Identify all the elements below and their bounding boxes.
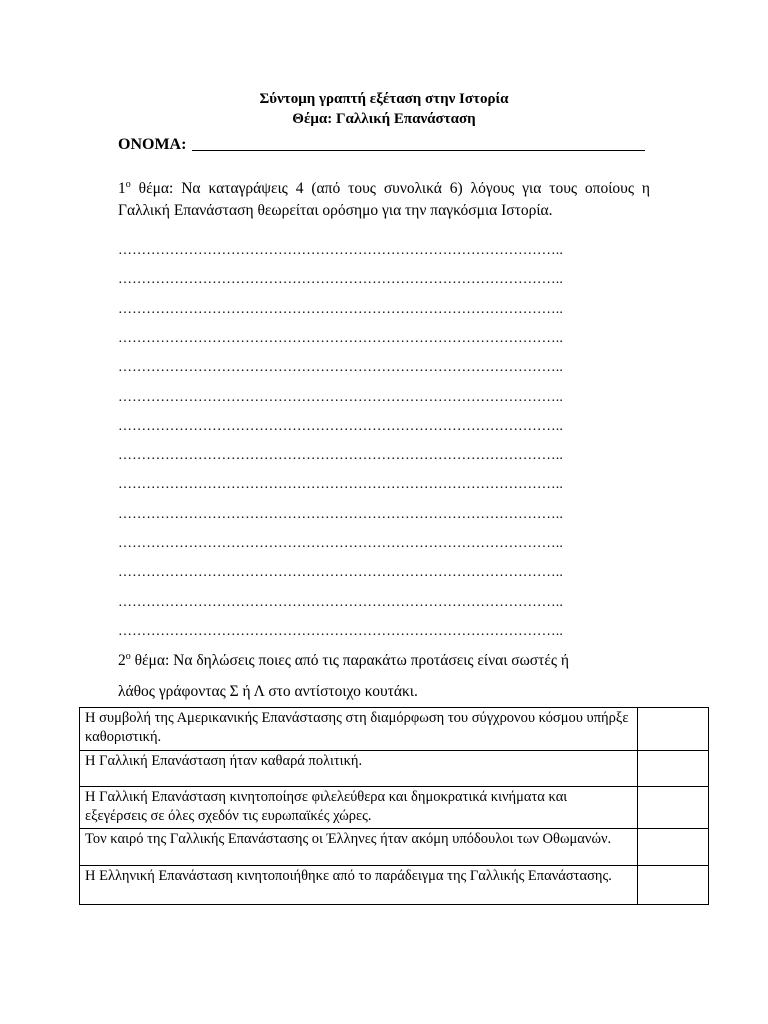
- question-1-ordinal: ο: [125, 178, 131, 190]
- question-2-number: 2: [118, 652, 126, 669]
- name-line[interactable]: [192, 149, 645, 151]
- question-1: [118, 178, 650, 222]
- true-false-table: [79, 707, 709, 905]
- statement-text: Η Γαλλική Επανάσταση ήταν καθαρά πολιτική.: [80, 751, 638, 787]
- question-1-number: 1: [118, 180, 126, 197]
- statement-text: Η συμβολή της Αμερικανικής Επανάστασης στη διαμόρφωση του σύγχρονου κόσμου υπήρξε καθοριστική.: [80, 708, 638, 751]
- answer-box[interactable]: [637, 866, 708, 905]
- answer-line[interactable]: …………………………………………………………………………………..: [118, 507, 563, 522]
- statement-row: [80, 787, 709, 829]
- statement-row: [80, 829, 709, 866]
- answer-line[interactable]: …………………………………………………………………………………..: [118, 302, 563, 317]
- answer-box[interactable]: [637, 829, 708, 866]
- answer-line[interactable]: …………………………………………………………………………………..: [118, 477, 563, 492]
- answer-line[interactable]: …………………………………………………………………………………..: [118, 243, 563, 258]
- answer-line[interactable]: …………………………………………………………………………………..: [118, 419, 563, 434]
- question-1-text: θέμα: Να καταγράψεις 4 (από τους συνολικά 6) λόγους για τους οποίους η Γαλλική Επανάσταση θεωρείται ορόσημο για την παγκόσμια Ιστορία.: [118, 180, 650, 219]
- answer-line[interactable]: …………………………………………………………………………………..: [118, 272, 563, 287]
- question-2-line-2: λάθος γράφοντας Σ ή Λ στο αντίστοιχο κουτάκι.: [118, 683, 418, 700]
- answer-line[interactable]: …………………………………………………………………………………..: [118, 536, 563, 551]
- statement-row: [80, 751, 709, 787]
- answer-line[interactable]: …………………………………………………………………………………..: [118, 360, 563, 375]
- statement-row: [80, 708, 709, 751]
- answer-box[interactable]: [637, 787, 708, 829]
- answer-line[interactable]: …………………………………………………………………………………..: [118, 624, 563, 639]
- answer-line[interactable]: …………………………………………………………………………………..: [118, 331, 563, 346]
- statement-text: Τον καιρό της Γαλλικής Επανάστασης οι Έλληνες ήταν ακόμη υπόδουλοι των Οθωμανών.: [80, 829, 638, 866]
- name-label: ΟΝΟΜΑ:: [118, 136, 187, 153]
- question-2-ordinal: ο: [125, 650, 131, 662]
- answer-line[interactable]: …………………………………………………………………………………..: [118, 595, 563, 610]
- exam-subtitle: Θέμα: Γαλλική Επανάσταση: [292, 111, 476, 127]
- answer-line[interactable]: …………………………………………………………………………………..: [118, 448, 563, 463]
- statement-text: Η Γαλλική Επανάσταση κινητοποίησε φιλελεύθερα και δημοκρατικά κινήματα και εξεγέρσεις σε όλες σχεδόν τις ευρωπαϊκές χώρες.: [80, 787, 638, 829]
- answer-box[interactable]: [637, 708, 708, 751]
- exam-title: Σύντομη γραπτή εξέταση στην Ιστορία: [259, 91, 509, 107]
- statement-text: Η Ελληνική Επανάσταση κινητοποιήθηκε από το παράδειγμα της Γαλλικής Επανάστασης.: [80, 866, 638, 905]
- question-2-line-1: [118, 650, 650, 672]
- answer-box[interactable]: [637, 751, 708, 787]
- statement-row: [80, 866, 709, 905]
- answer-line[interactable]: …………………………………………………………………………………..: [118, 390, 563, 405]
- answer-line[interactable]: …………………………………………………………………………………..: [118, 565, 563, 580]
- name-row: [118, 134, 645, 156]
- question-2-text: θέμα: Να δηλώσεις ποιες από τις παρακάτω προτάσεις είναι σωστές ή: [130, 652, 570, 669]
